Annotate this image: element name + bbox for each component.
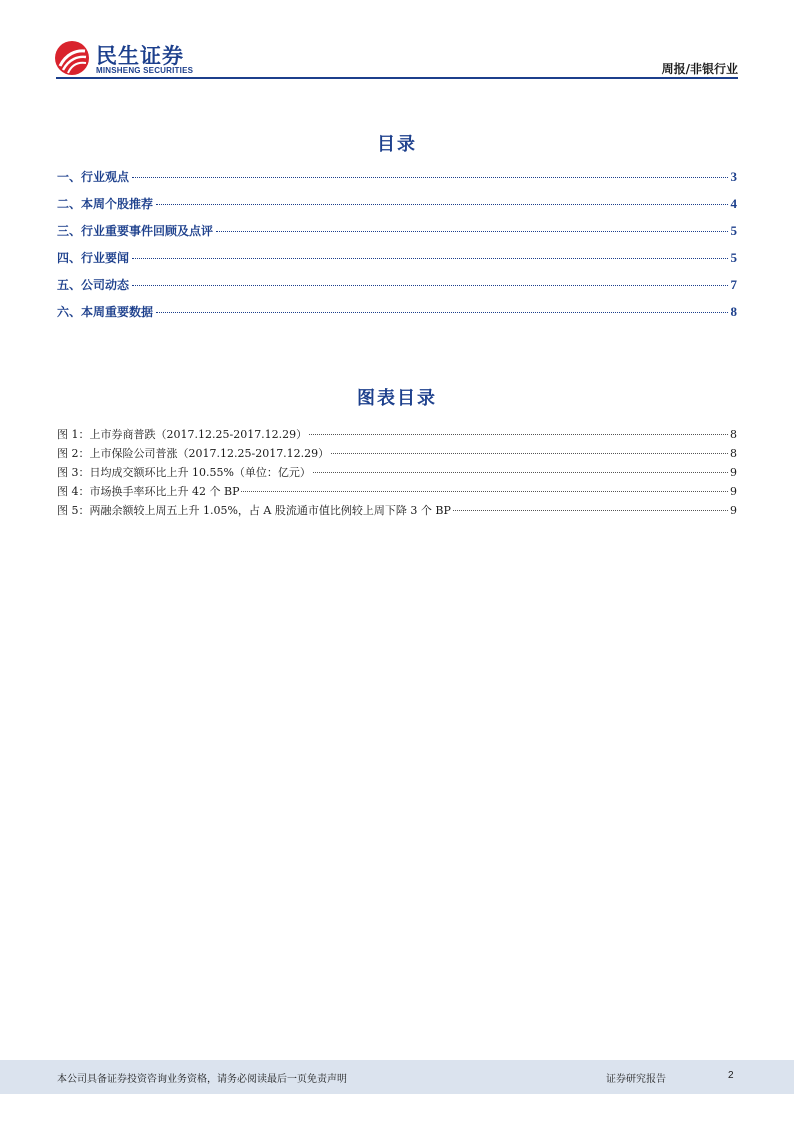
dot-leader	[313, 472, 728, 473]
toc-entry-page: 8	[730, 304, 737, 319]
figure-entry-page: 9	[730, 504, 737, 517]
footer-disclaimer: 本公司具备证券投资咨询业务资格，请务必阅读最后一页免责声明	[57, 1074, 347, 1085]
toc-entry-page: 7	[730, 277, 737, 292]
toc-entry-label: 三、行业重要事件回顾及点评	[57, 224, 214, 238]
toc-entry[interactable]	[57, 168, 737, 195]
toc-entry-label: 二、本周个股推荐	[57, 197, 154, 211]
dot-leader	[132, 258, 727, 259]
logo-chinese-name: 民生证券	[96, 44, 184, 68]
figure-entry-page: 8	[730, 447, 737, 460]
dot-leader	[132, 285, 727, 286]
document-type: 周报/非银行业	[661, 62, 738, 76]
minsheng-logo-icon	[54, 40, 90, 76]
dot-leader	[331, 453, 728, 454]
figure-entry-page: 9	[730, 485, 737, 498]
figure-entry-label: 图 2：上市保险公司普涨（2017.12.25-2017.12.29）	[57, 447, 330, 460]
toc-title: 目录	[377, 134, 417, 155]
toc-entry-page: 3	[730, 169, 737, 184]
toc-entry[interactable]	[57, 222, 737, 249]
figure-entry-label: 图 3：日均成交额环比上升 10.55%（单位：亿元）	[57, 466, 311, 479]
page-header	[0, 0, 794, 80]
dot-leader	[453, 510, 728, 511]
figure-entry-page: 9	[730, 466, 737, 479]
figure-entry[interactable]	[57, 445, 737, 464]
toc-entry[interactable]	[57, 303, 737, 330]
figure-toc-title: 图表目录	[357, 388, 437, 409]
toc-entry-label: 四、行业要闻	[57, 251, 130, 265]
toc-entry-label: 六、本周重要数据	[57, 305, 154, 319]
toc-entry-label: 一、行业观点	[57, 170, 130, 184]
figure-entry[interactable]	[57, 502, 737, 521]
footer-report-type: 证券研究报告	[606, 1074, 666, 1085]
dot-leader	[216, 231, 727, 232]
figure-entry-page: 8	[730, 428, 737, 441]
dot-leader	[156, 312, 727, 313]
dot-leader	[309, 434, 728, 435]
figure-entry-label: 图 4：市场换手率环比上升 42 个 BP	[57, 485, 240, 498]
dot-leader	[156, 204, 727, 205]
toc-entry[interactable]	[57, 195, 737, 222]
figure-entry-label: 图 1：上市券商普跌（2017.12.25-2017.12.29）	[57, 428, 308, 441]
page-footer	[0, 1060, 794, 1094]
toc-entry[interactable]	[57, 276, 737, 303]
figure-entry[interactable]	[57, 464, 737, 483]
toc-entry-page: 4	[730, 196, 737, 211]
figure-entry[interactable]	[57, 483, 737, 502]
dot-leader	[241, 491, 728, 492]
figure-entry[interactable]	[57, 426, 737, 445]
company-logo	[54, 40, 194, 76]
table-of-contents	[57, 168, 737, 330]
toc-entry-label: 五、公司动态	[57, 278, 130, 292]
footer-page-number: 2	[728, 1070, 734, 1081]
header-divider	[56, 77, 738, 79]
toc-entry[interactable]	[57, 249, 737, 276]
figure-entry-label: 图 5：两融余额较上周五上升 1.05%，占 A 股流通市值比例较上周下降 3 个 BP	[57, 504, 451, 517]
logo-english-name: MINSHENG SECURITIES	[96, 66, 194, 75]
toc-entry-page: 5	[730, 250, 737, 265]
figure-table-of-contents	[57, 426, 737, 521]
toc-entry-page: 5	[730, 223, 737, 238]
dot-leader	[132, 177, 727, 178]
